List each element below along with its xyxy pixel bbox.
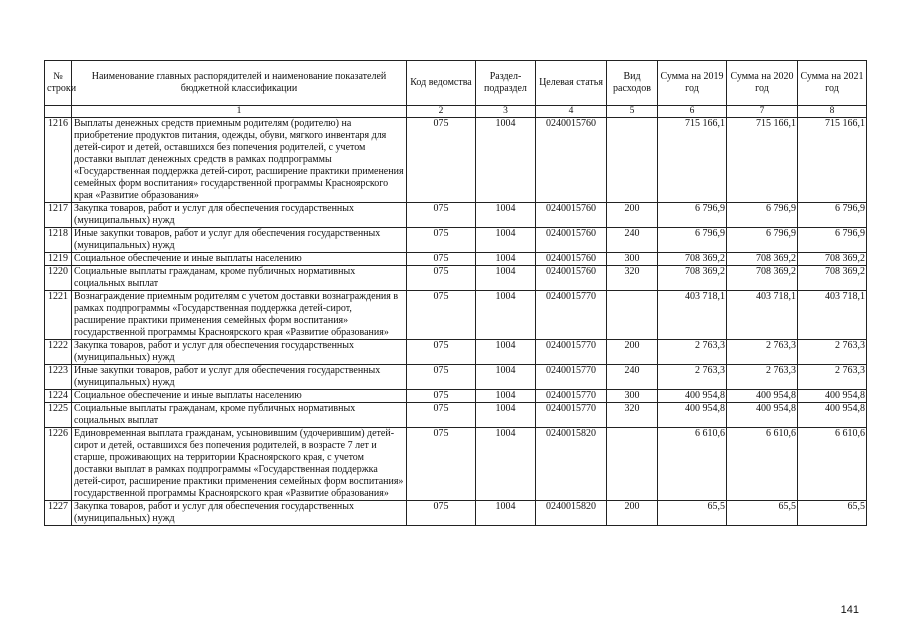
header-section: Раздел- подраздел xyxy=(476,61,536,106)
dept-code-cell: 075 xyxy=(407,203,476,228)
row-number-cell: 1227 xyxy=(45,501,72,526)
expense-kind-cell: 320 xyxy=(607,403,658,428)
table-row xyxy=(45,403,867,428)
dept-code-cell: 075 xyxy=(407,390,476,403)
sum-2019-cell: 400 954,8 xyxy=(658,403,727,428)
target-article-cell: 0240015770 xyxy=(536,291,607,340)
section-cell: 1004 xyxy=(476,253,536,266)
indicator-name-cell: Социальные выплаты гражданам, кроме публичных нормативных социальных выплат xyxy=(72,403,407,428)
header-row xyxy=(45,61,867,106)
target-article-cell: 0240015760 xyxy=(536,266,607,291)
indicator-name-cell: Закупка товаров, работ и услуг для обеспечения государственных (муниципальных) нужд xyxy=(72,203,407,228)
dept-code-cell: 075 xyxy=(407,253,476,266)
indicator-name-cell: Социальное обеспечение и иные выплаты населению xyxy=(72,253,407,266)
sum-2020-cell: 2 763,3 xyxy=(727,365,798,390)
target-article-cell: 0240015760 xyxy=(536,228,607,253)
target-article-cell: 0240015770 xyxy=(536,340,607,365)
dept-code-cell: 075 xyxy=(407,428,476,501)
section-cell: 1004 xyxy=(476,340,536,365)
sum-2021-cell: 6 796,9 xyxy=(798,203,867,228)
sum-2020-cell: 6 796,9 xyxy=(727,228,798,253)
expense-kind-cell: 200 xyxy=(607,203,658,228)
target-article-cell: 0240015820 xyxy=(536,501,607,526)
indicator-name-cell: Вознаграждение приемным родителям с учетом доставки вознаграждения в рамках подпрограммы «Государственная поддержка детей-сирот, расширение практики применения семейных форм воспитания» государственной программы Красноярского края «Развитие образования» xyxy=(72,291,407,340)
sum-2020-cell: 400 954,8 xyxy=(727,403,798,428)
row-number-cell: 1216 xyxy=(45,118,72,203)
header-sum-2021: Сумма на 2021 год xyxy=(798,61,867,106)
table-row xyxy=(45,291,867,340)
section-cell: 1004 xyxy=(476,501,536,526)
sum-2021-cell: 708 369,2 xyxy=(798,253,867,266)
sum-2021-cell: 403 718,1 xyxy=(798,291,867,340)
sum-2021-cell: 400 954,8 xyxy=(798,403,867,428)
budget-table xyxy=(44,60,867,526)
expense-kind-cell: 240 xyxy=(607,365,658,390)
table-row xyxy=(45,228,867,253)
sum-2021-cell: 400 954,8 xyxy=(798,390,867,403)
header-target-article: Целевая статья xyxy=(536,61,607,106)
sum-2020-cell: 715 166,1 xyxy=(727,118,798,203)
sum-2021-cell: 6 796,9 xyxy=(798,228,867,253)
column-number: 6 xyxy=(658,106,727,118)
header-sum-2019: Сумма на 2019 год xyxy=(658,61,727,106)
indicator-name-cell: Закупка товаров, работ и услуг для обеспечения государственных (муниципальных) нужд xyxy=(72,340,407,365)
column-number: 1 xyxy=(72,106,407,118)
row-number-cell: 1221 xyxy=(45,291,72,340)
target-article-cell: 0240015760 xyxy=(536,203,607,228)
sum-2019-cell: 708 369,2 xyxy=(658,266,727,291)
column-number: 8 xyxy=(798,106,867,118)
header-sum-2020: Сумма на 2020 год xyxy=(727,61,798,106)
indicator-name-cell: Единовременная выплата гражданам, усыновившим (удочерившим) детей-сирот и детей, оставшихся без попечения родителей, в возрасте 7 лет и старше, проживающих на территории Красноярского края, с учетом доставки выплат в рамках подпрограммы «Государственная поддержка детей-сирот, расширение практики применения семейных форм воспитания» государственной программы Красноярского края «Развитие образования» xyxy=(72,428,407,501)
column-number: 5 xyxy=(607,106,658,118)
row-number-cell: 1219 xyxy=(45,253,72,266)
section-cell: 1004 xyxy=(476,291,536,340)
row-number-cell: 1223 xyxy=(45,365,72,390)
sum-2019-cell: 2 763,3 xyxy=(658,340,727,365)
indicator-name-cell: Иные закупки товаров, работ и услуг для обеспечения государственных (муниципальных) нужд xyxy=(72,365,407,390)
sum-2021-cell: 2 763,3 xyxy=(798,340,867,365)
header-row-number: № строки xyxy=(45,61,72,106)
section-cell: 1004 xyxy=(476,203,536,228)
table-row xyxy=(45,365,867,390)
section-cell: 1004 xyxy=(476,403,536,428)
dept-code-cell: 075 xyxy=(407,403,476,428)
dept-code-cell: 075 xyxy=(407,228,476,253)
sum-2021-cell: 65,5 xyxy=(798,501,867,526)
dept-code-cell: 075 xyxy=(407,266,476,291)
row-number-cell: 1222 xyxy=(45,340,72,365)
sum-2019-cell: 65,5 xyxy=(658,501,727,526)
indicator-name-cell: Выплаты денежных средств приемным родителям (родителю) на приобретение продуктов питания, одежды, обуви, мягкого инвентаря для детей-сирот и детей, оставшихся без попечения родителей, с учетом доставки выплат денежных средств в рамках подпрограммы «Государственная поддержка детей-сирот, расширение практики применения семейных форм воспитания» государственной программы Красноярского края «Развитие образования» xyxy=(72,118,407,203)
dept-code-cell: 075 xyxy=(407,291,476,340)
sum-2020-cell: 400 954,8 xyxy=(727,390,798,403)
row-number-cell: 1218 xyxy=(45,228,72,253)
column-number: 7 xyxy=(727,106,798,118)
table-row xyxy=(45,203,867,228)
column-number-row xyxy=(45,106,867,118)
row-number-cell: 1217 xyxy=(45,203,72,228)
row-number-cell: 1220 xyxy=(45,266,72,291)
section-cell: 1004 xyxy=(476,266,536,291)
expense-kind-cell: 300 xyxy=(607,253,658,266)
sum-2019-cell: 708 369,2 xyxy=(658,253,727,266)
dept-code-cell: 075 xyxy=(407,118,476,203)
expense-kind-cell: 240 xyxy=(607,228,658,253)
row-number-cell: 1226 xyxy=(45,428,72,501)
target-article-cell: 0240015760 xyxy=(536,118,607,203)
dept-code-cell: 075 xyxy=(407,340,476,365)
target-article-cell: 0240015770 xyxy=(536,365,607,390)
sum-2019-cell: 715 166,1 xyxy=(658,118,727,203)
expense-kind-cell: 300 xyxy=(607,390,658,403)
header-expense-kind: Вид расходов xyxy=(607,61,658,106)
section-cell: 1004 xyxy=(476,118,536,203)
sum-2020-cell: 403 718,1 xyxy=(727,291,798,340)
table-row xyxy=(45,118,867,203)
table-row xyxy=(45,390,867,403)
indicator-name-cell: Социальные выплаты гражданам, кроме публичных нормативных социальных выплат xyxy=(72,266,407,291)
expense-kind-cell xyxy=(607,118,658,203)
sum-2020-cell: 6 610,6 xyxy=(727,428,798,501)
indicator-name-cell: Закупка товаров, работ и услуг для обеспечения государственных (муниципальных) нужд xyxy=(72,501,407,526)
expense-kind-cell: 200 xyxy=(607,501,658,526)
column-number-blank xyxy=(45,106,72,118)
sum-2020-cell: 708 369,2 xyxy=(727,253,798,266)
column-number: 4 xyxy=(536,106,607,118)
header-name: Наименование главных распорядителей и наименование показателей бюджетной классификации xyxy=(72,61,407,106)
expense-kind-cell xyxy=(607,428,658,501)
header-dept-code: Код ведомства xyxy=(407,61,476,106)
target-article-cell: 0240015770 xyxy=(536,390,607,403)
table-row xyxy=(45,266,867,291)
row-number-cell: 1225 xyxy=(45,403,72,428)
section-cell: 1004 xyxy=(476,228,536,253)
target-article-cell: 0240015820 xyxy=(536,428,607,501)
sum-2019-cell: 403 718,1 xyxy=(658,291,727,340)
sum-2020-cell: 2 763,3 xyxy=(727,340,798,365)
section-cell: 1004 xyxy=(476,428,536,501)
sum-2020-cell: 65,5 xyxy=(727,501,798,526)
table-row xyxy=(45,428,867,501)
expense-kind-cell xyxy=(607,291,658,340)
sum-2020-cell: 708 369,2 xyxy=(727,266,798,291)
target-article-cell: 0240015760 xyxy=(536,253,607,266)
page-number: 141 xyxy=(840,604,859,616)
column-number: 3 xyxy=(476,106,536,118)
expense-kind-cell: 320 xyxy=(607,266,658,291)
dept-code-cell: 075 xyxy=(407,365,476,390)
budget-table-page xyxy=(44,60,866,526)
sum-2021-cell: 2 763,3 xyxy=(798,365,867,390)
sum-2019-cell: 400 954,8 xyxy=(658,390,727,403)
table-row xyxy=(45,253,867,266)
sum-2019-cell: 6 796,9 xyxy=(658,228,727,253)
sum-2021-cell: 715 166,1 xyxy=(798,118,867,203)
row-number-cell: 1224 xyxy=(45,390,72,403)
indicator-name-cell: Социальное обеспечение и иные выплаты населению xyxy=(72,390,407,403)
dept-code-cell: 075 xyxy=(407,501,476,526)
target-article-cell: 0240015770 xyxy=(536,403,607,428)
table-row xyxy=(45,501,867,526)
expense-kind-cell: 200 xyxy=(607,340,658,365)
sum-2019-cell: 6 796,9 xyxy=(658,203,727,228)
sum-2020-cell: 6 796,9 xyxy=(727,203,798,228)
sum-2019-cell: 2 763,3 xyxy=(658,365,727,390)
table-row xyxy=(45,340,867,365)
indicator-name-cell: Иные закупки товаров, работ и услуг для обеспечения государственных (муниципальных) нужд xyxy=(72,228,407,253)
section-cell: 1004 xyxy=(476,365,536,390)
sum-2019-cell: 6 610,6 xyxy=(658,428,727,501)
sum-2021-cell: 708 369,2 xyxy=(798,266,867,291)
column-number: 2 xyxy=(407,106,476,118)
sum-2021-cell: 6 610,6 xyxy=(798,428,867,501)
section-cell: 1004 xyxy=(476,390,536,403)
